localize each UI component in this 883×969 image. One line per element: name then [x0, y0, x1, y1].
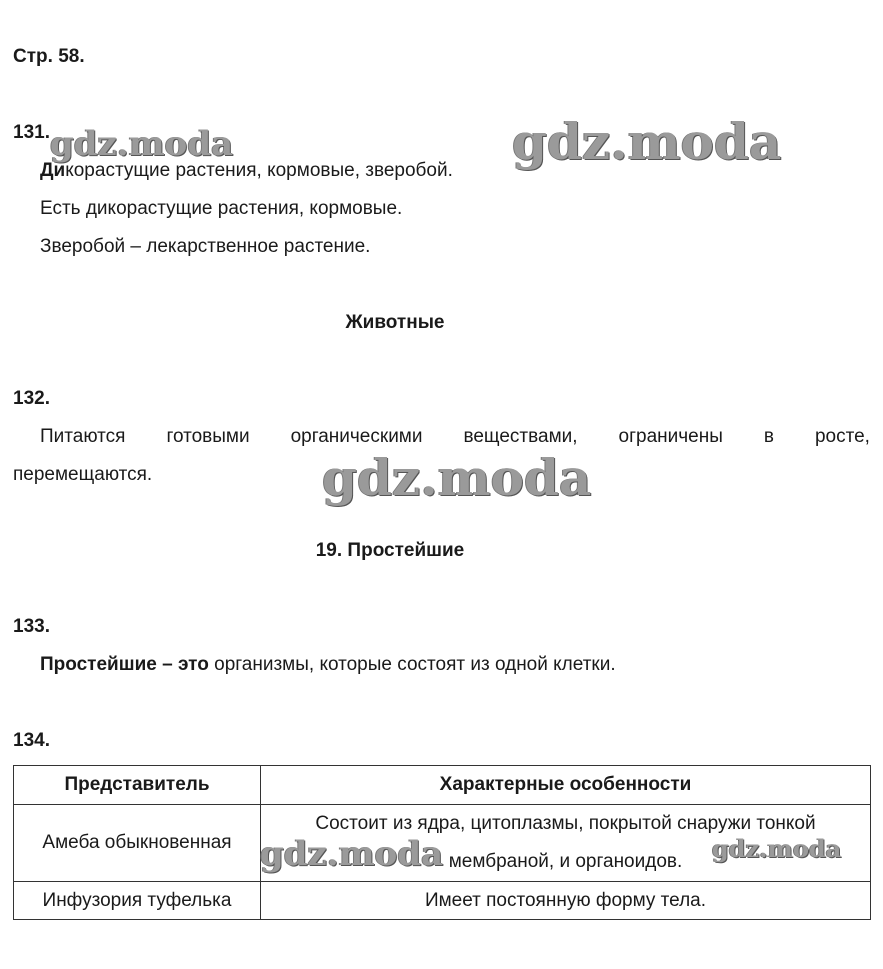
task-134-number: 134.: [13, 730, 50, 751]
task-131-line-1-rest: корастущие растения, кормовые, зверобой.: [65, 160, 453, 181]
page-number: Стр. 58.: [13, 46, 85, 67]
watermark-logo: gdz.moda: [50, 124, 234, 164]
table-cell-feature: Имеет постоянную форму тела.: [261, 882, 871, 920]
table-row: [14, 882, 871, 920]
word: росте,: [814, 426, 870, 447]
table-cell-name: Инфузория туфелька: [14, 882, 261, 920]
word: готовыми: [166, 426, 250, 447]
table-cell-feature-line-2: мембраной, и органоидов.: [448, 851, 683, 872]
word: веществами,: [463, 426, 578, 447]
task-133-text: [40, 654, 616, 676]
table-header-row: [14, 766, 871, 805]
word: ограничены: [618, 426, 723, 447]
task-132-line-1: [40, 426, 870, 448]
task-133-term: Простейшие – это: [40, 654, 209, 675]
word: органическими: [290, 426, 423, 447]
table-cell-feature-line-1: Состоит из ядра, цитоплазмы, покрытой снаружи тонкой: [315, 813, 816, 834]
task-133-number: 133.: [13, 616, 50, 637]
task-133-definition: организмы, которые состоят из одной клетки.: [208, 654, 616, 675]
task-132-number: 132.: [13, 388, 50, 409]
table-header-representative: Представитель: [14, 766, 261, 805]
watermark-logo: gdz.moda: [322, 448, 592, 507]
table-cell-name: Амеба обыкновенная: [14, 805, 261, 882]
watermark-logo: gdz.moda: [260, 834, 444, 874]
watermark-logo: gdz.moda: [712, 834, 842, 863]
task-131-line-3: Зверобой – лекарственное растение.: [40, 236, 371, 257]
task-132-line-2: перемещаются.: [13, 464, 153, 485]
table-header-features: Характерные особенности: [261, 766, 871, 805]
word: Питаются: [40, 426, 126, 447]
task-131-line-1-bold: Ди: [40, 160, 66, 181]
task-131-line-2: Есть дикорастущие растения, кормовые.: [40, 198, 403, 219]
task-131-number: 131.: [13, 122, 50, 143]
section-heading-protists: 19. Простейшие: [315, 540, 465, 561]
watermark-logo: gdz.moda: [512, 112, 782, 171]
section-heading-animals: Животные: [345, 312, 445, 333]
word: в: [763, 426, 774, 447]
